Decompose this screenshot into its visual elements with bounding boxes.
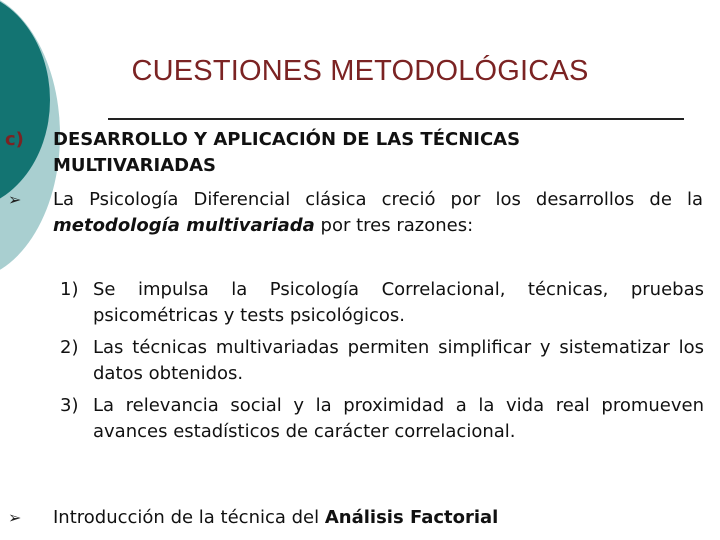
intro-text-before: La Psicología Diferencial clásica creció por los desarrollos de la (53, 189, 703, 210)
arrow-bullet-icon: ➢ (8, 508, 22, 527)
slide-title: CUESTIONES METODOLÓGICAS (131, 55, 589, 87)
reason-number-2: 2) (60, 337, 79, 358)
reason-number-3: 3) (60, 395, 79, 416)
reason-text-3: La relevancia social y la proximidad a la vida real promueven avances estadísticos de carácter correlacional. (93, 395, 704, 442)
intro-emphasis: metodología multivariada (53, 215, 315, 236)
final-bullet-before: Introducción de la técnica del (53, 507, 325, 528)
reason-text-2: Las técnicas multivariadas permiten simplificar y sistematizar los datos obtenidos. (93, 337, 704, 384)
intro-paragraph (53, 187, 703, 239)
title-underline (108, 118, 684, 120)
section-marker: c) (5, 129, 24, 150)
reason-text-1: Se impulsa la Psicología Correlacional, técnicas, pruebas psicométricas y tests psicológicos. (93, 279, 704, 326)
section-heading (53, 127, 693, 179)
final-bullet-bold: Análisis Factorial (324, 507, 499, 528)
section-heading-line2: MULTIVARIADAS (53, 155, 216, 176)
intro-text-after: por tres razones: (314, 215, 474, 236)
reason-number-1: 1) (60, 279, 79, 300)
final-bullet-text (53, 505, 498, 531)
arrow-bullet-icon: ➢ (8, 190, 22, 209)
section-heading-line1: DESARROLLO Y APLICACIÓN DE LAS TÉCNICAS (53, 129, 521, 150)
